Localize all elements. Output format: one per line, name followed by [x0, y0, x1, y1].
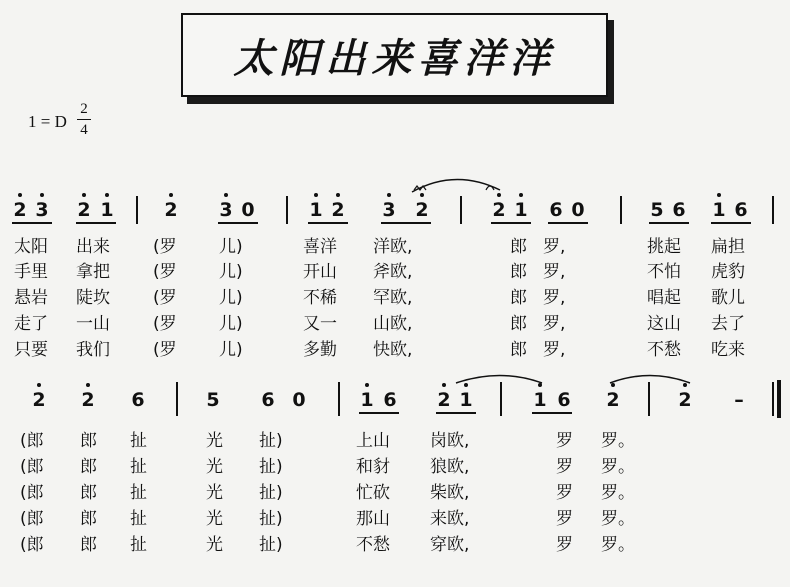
lyric: 开山: [303, 262, 337, 282]
lyric: 挑起: [647, 237, 681, 257]
lyric: 扯: [130, 483, 147, 503]
lyric: 上山: [356, 431, 390, 451]
note: 1: [459, 389, 473, 411]
note: 2: [415, 199, 429, 221]
note: 2: [164, 199, 178, 221]
lyric: (郎: [20, 431, 44, 451]
note: 1: [309, 199, 323, 221]
lyric: 郎: [510, 237, 527, 257]
note: 0: [292, 389, 306, 411]
lyric: 儿): [219, 340, 243, 360]
time-top: 2: [80, 101, 88, 117]
lyric: 郎: [510, 288, 527, 308]
lyric: 拿把: [76, 262, 110, 282]
lyric: 罗。: [601, 483, 635, 503]
lyric: 扯: [130, 535, 147, 555]
lyric: 多勤: [303, 340, 337, 360]
lyric: 忙砍: [356, 483, 390, 503]
lyric: 罗,: [543, 314, 566, 334]
lyric: 我们: [76, 340, 110, 360]
note: 2: [437, 389, 451, 411]
lyric: 罗,: [543, 262, 566, 282]
lyric: 不稀: [303, 288, 337, 308]
note: 6: [131, 389, 145, 411]
lyric: 穿欧,: [430, 535, 470, 555]
lyric: 光: [206, 483, 223, 503]
note: 5: [650, 199, 664, 221]
lyric: 不愁: [356, 535, 390, 555]
note: 5: [206, 389, 220, 411]
lyric: 扯): [259, 483, 283, 503]
lyric: 那山: [356, 509, 390, 529]
lyric: 郎: [80, 535, 97, 555]
lyric: 郎: [80, 431, 97, 451]
lyric: 扯): [259, 457, 283, 477]
lyric: 罗,: [543, 340, 566, 360]
lyric: 光: [206, 509, 223, 529]
lyric: 罗: [556, 483, 573, 503]
lyric: 儿): [219, 262, 243, 282]
lyric: 狼欧,: [430, 457, 470, 477]
lyric: 喜洋: [303, 237, 337, 257]
lyric: 罗: [556, 535, 573, 555]
lyric: 扯): [259, 509, 283, 529]
lyric: 陡坎: [76, 288, 110, 308]
lyric: 不怕: [647, 262, 681, 282]
lyric: 山欧,: [373, 314, 413, 334]
lyric: (郎: [20, 509, 44, 529]
note: 0: [241, 199, 255, 221]
lyric: 扯): [259, 431, 283, 451]
lyric: 罗。: [601, 431, 635, 451]
lyric: 洋欧,: [373, 237, 413, 257]
lyric: 岗欧,: [430, 431, 470, 451]
lyric: (郎: [20, 457, 44, 477]
lyric: 手里: [14, 262, 48, 282]
note: 2: [32, 389, 46, 411]
lyric: 歌儿: [711, 288, 745, 308]
lyric: 光: [206, 457, 223, 477]
lyric: 儿): [219, 237, 243, 257]
note: 2: [13, 199, 27, 221]
lyric: 快欧,: [373, 340, 413, 360]
lyric: 罕欧,: [373, 288, 413, 308]
note: 1: [712, 199, 726, 221]
lyric: 郎: [80, 483, 97, 503]
lyric: 扯): [259, 535, 283, 555]
lyric: (郎: [20, 535, 44, 555]
lyric: 一山: [76, 314, 110, 334]
note: 3: [382, 199, 396, 221]
lyric: 只要: [14, 340, 48, 360]
lyric: 来欧,: [430, 509, 470, 529]
lyric: 吃来: [711, 340, 745, 360]
lyric: 悬岩: [14, 288, 48, 308]
note: 6: [734, 199, 748, 221]
note: 1: [533, 389, 547, 411]
note: 3: [35, 199, 49, 221]
note: 6: [261, 389, 275, 411]
note: 1: [100, 199, 114, 221]
lyric: 罗,: [543, 237, 566, 257]
note: –: [734, 389, 744, 411]
lyric: 儿): [219, 314, 243, 334]
note: 2: [81, 389, 95, 411]
lyric: 不愁: [647, 340, 681, 360]
lyric: 扯: [130, 509, 147, 529]
note: 2: [492, 199, 506, 221]
note: 2: [77, 199, 91, 221]
lyric: 郎: [510, 314, 527, 334]
lyric: 扯: [130, 457, 147, 477]
lyric: 郎: [510, 262, 527, 282]
note: 2: [606, 389, 620, 411]
lyric: 儿): [219, 288, 243, 308]
lyric: (罗: [153, 314, 177, 334]
lyric: 扯: [130, 431, 147, 451]
lyric: 和豺: [356, 457, 390, 477]
note: 2: [331, 199, 345, 221]
lyric: (罗: [153, 262, 177, 282]
note: 6: [672, 199, 686, 221]
lyric: 罗。: [601, 535, 635, 555]
note: 6: [557, 389, 571, 411]
lyric: 柴欧,: [430, 483, 470, 503]
lyric: 罗,: [543, 288, 566, 308]
key-label: 1 = D: [28, 112, 67, 131]
note: 6: [383, 389, 397, 411]
lyric: 虎豹: [711, 262, 745, 282]
lyric: 郎: [80, 509, 97, 529]
lyric: 罗: [556, 457, 573, 477]
note: 6: [549, 199, 563, 221]
lyric: 罗: [556, 431, 573, 451]
lyric: (郎: [20, 483, 44, 503]
song-title: 太阳出来喜洋洋: [233, 34, 556, 82]
note: 3: [219, 199, 233, 221]
lyric: 光: [206, 431, 223, 451]
lyric: 郎: [510, 340, 527, 360]
time-bottom: 4: [80, 122, 88, 138]
lyric: (罗: [153, 340, 177, 360]
lyric: 唱起: [647, 288, 681, 308]
lyric: 罗: [556, 509, 573, 529]
note: 2: [678, 389, 692, 411]
lyric: 出来: [76, 237, 110, 257]
lyric: 走了: [14, 314, 48, 334]
lyric: 太阳: [14, 237, 48, 257]
lyric: 郎: [80, 457, 97, 477]
note: 1: [514, 199, 528, 221]
lyric: 斧欧,: [373, 262, 413, 282]
lyric: 罗。: [601, 457, 635, 477]
lyric: 扁担: [711, 237, 745, 257]
lyric: 光: [206, 535, 223, 555]
lyric: 去了: [711, 314, 745, 334]
lyric: (罗: [153, 237, 177, 257]
lyric: 又一: [303, 314, 337, 334]
note: 0: [571, 199, 585, 221]
lyric: (罗: [153, 288, 177, 308]
lyric: 这山: [647, 314, 681, 334]
note: 1: [360, 389, 374, 411]
lyric: 罗。: [601, 509, 635, 529]
